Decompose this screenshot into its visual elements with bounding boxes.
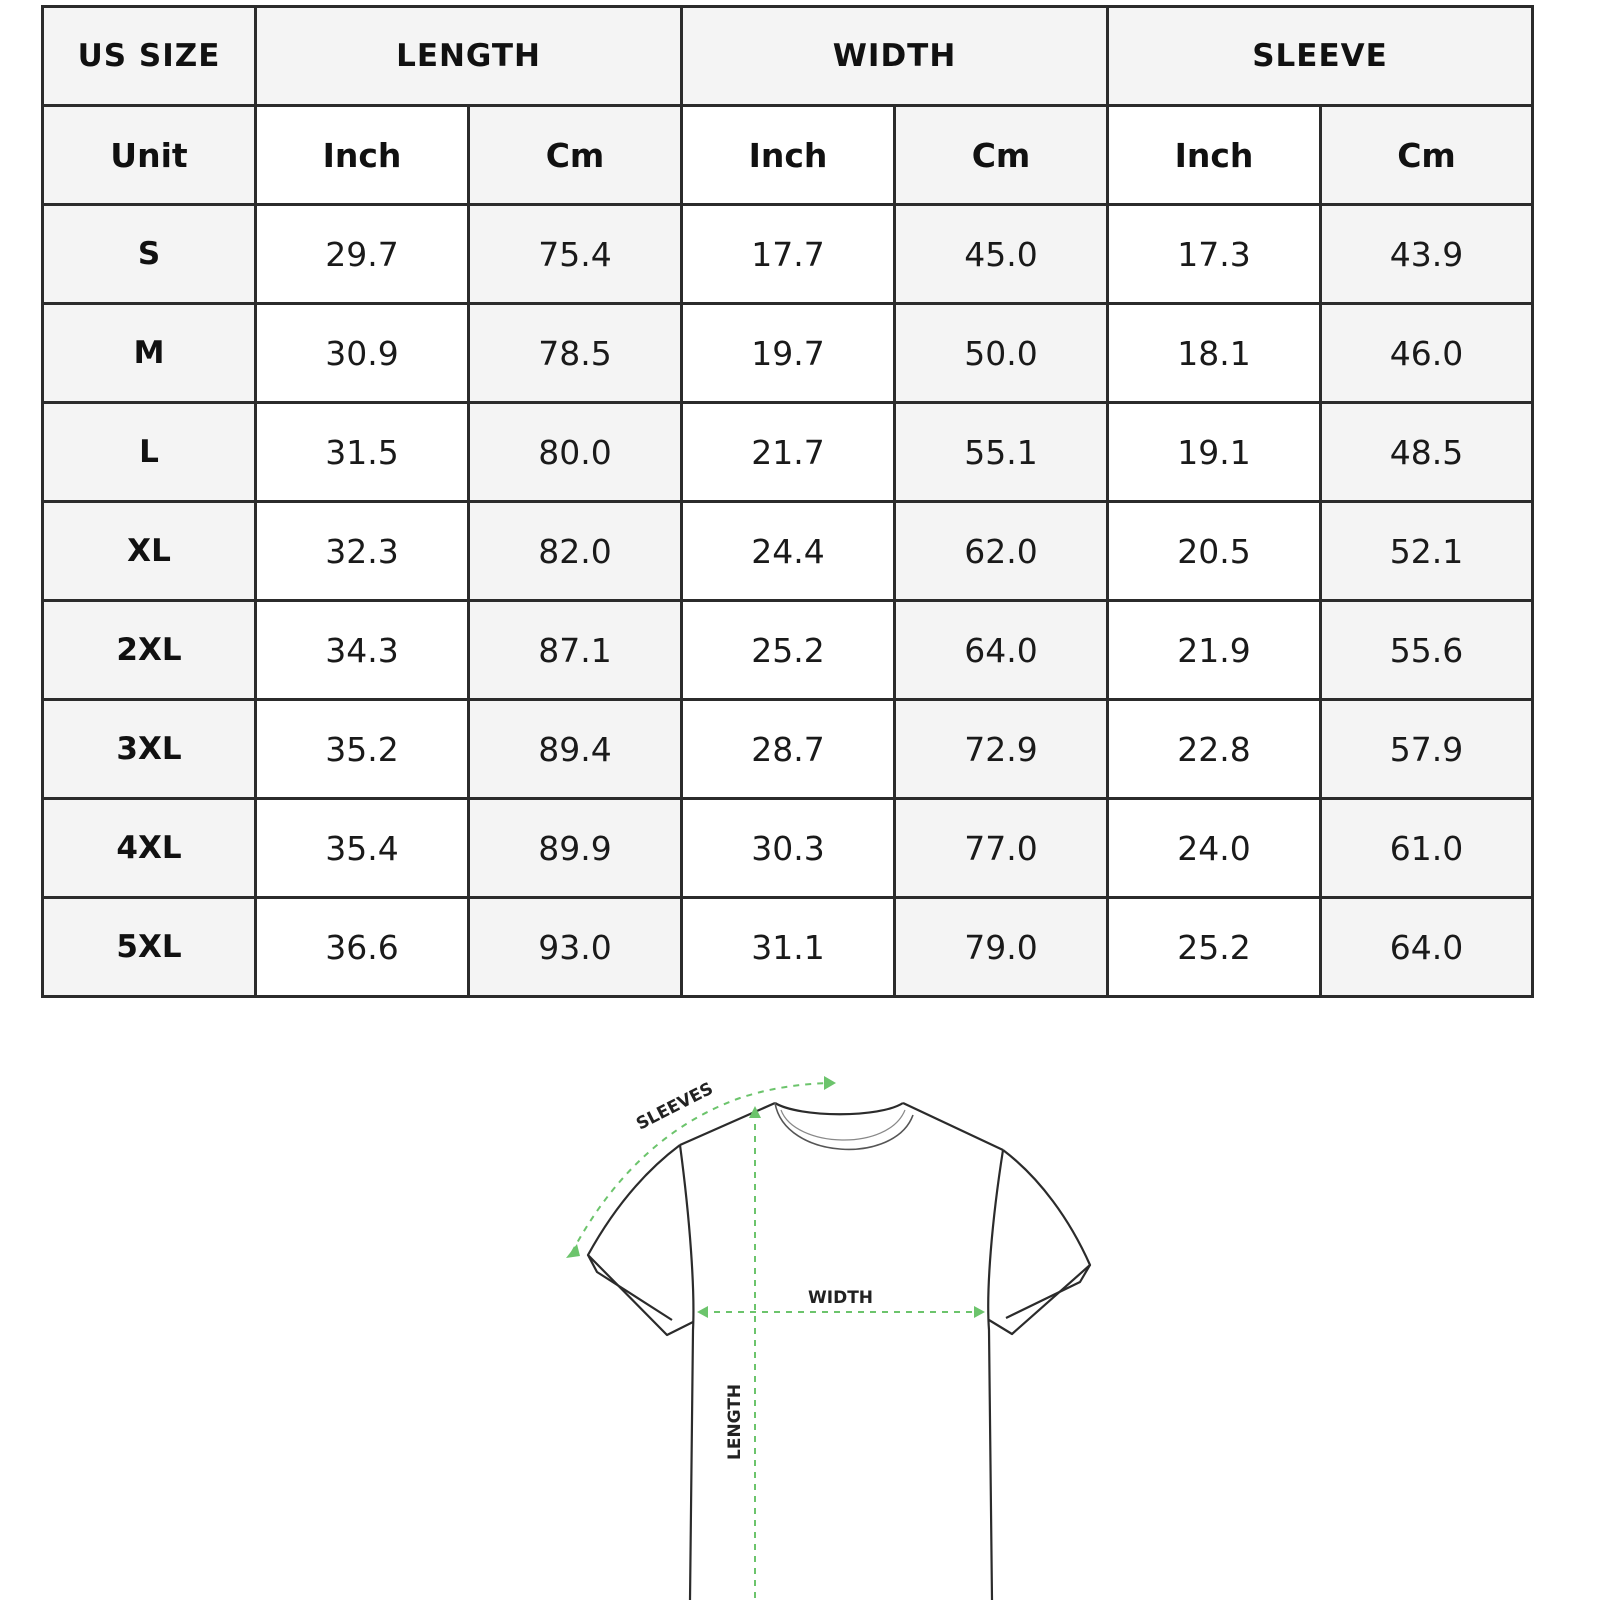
value-cell-length-cm: 80.0 bbox=[469, 403, 682, 502]
value-cell-length-inch: 30.9 bbox=[256, 304, 469, 403]
value-cell-sleeve-inch: 18.1 bbox=[1108, 304, 1321, 403]
value-cell-width-cm: 62.0 bbox=[895, 502, 1108, 601]
unit-row bbox=[43, 106, 1533, 205]
value-cell-width-inch: 17.7 bbox=[682, 205, 895, 304]
table-row bbox=[43, 799, 1533, 898]
table-row bbox=[43, 403, 1533, 502]
tshirt-measurement-diagram bbox=[560, 1060, 1120, 1600]
value-cell-length-cm: 78.5 bbox=[469, 304, 682, 403]
header-row bbox=[43, 7, 1533, 106]
value-cell-sleeve-cm: 48.5 bbox=[1321, 403, 1533, 502]
value-cell-length-inch: 32.3 bbox=[256, 502, 469, 601]
value-cell-length-inch: 35.4 bbox=[256, 799, 469, 898]
length-header: LENGTH bbox=[256, 7, 682, 106]
width-header: WIDTH bbox=[682, 7, 1108, 106]
value-cell-width-inch: 25.2 bbox=[682, 601, 895, 700]
value-cell-length-inch: 36.6 bbox=[256, 898, 469, 997]
value-cell-sleeve-inch: 22.8 bbox=[1108, 700, 1321, 799]
value-cell-width-inch: 19.7 bbox=[682, 304, 895, 403]
value-cell-sleeve-cm: 61.0 bbox=[1321, 799, 1533, 898]
measurement-arrows bbox=[572, 1083, 980, 1600]
value-cell-width-inch: 28.7 bbox=[682, 700, 895, 799]
size-cell: 3XL bbox=[43, 700, 256, 799]
sleeve-arrow-head-right bbox=[824, 1076, 836, 1090]
value-cell-length-inch: 29.7 bbox=[256, 205, 469, 304]
size-cell: M bbox=[43, 304, 256, 403]
unit-length-cm: Cm bbox=[469, 106, 682, 205]
width-arrow-head-left bbox=[697, 1306, 708, 1318]
value-cell-length-cm: 93.0 bbox=[469, 898, 682, 997]
value-cell-width-inch: 30.3 bbox=[682, 799, 895, 898]
tshirt-outline bbox=[588, 1103, 1090, 1600]
value-cell-length-cm: 89.9 bbox=[469, 799, 682, 898]
table-row bbox=[43, 601, 1533, 700]
value-cell-sleeve-cm: 64.0 bbox=[1321, 898, 1533, 997]
value-cell-width-cm: 45.0 bbox=[895, 205, 1108, 304]
table-row bbox=[43, 898, 1533, 997]
value-cell-width-cm: 64.0 bbox=[895, 601, 1108, 700]
size-cell: 5XL bbox=[43, 898, 256, 997]
value-cell-sleeve-inch: 17.3 bbox=[1108, 205, 1321, 304]
value-cell-length-cm: 82.0 bbox=[469, 502, 682, 601]
value-cell-width-cm: 77.0 bbox=[895, 799, 1108, 898]
value-cell-length-cm: 89.4 bbox=[469, 700, 682, 799]
width-arrow-head-right bbox=[974, 1306, 985, 1318]
unit-length-inch: Inch bbox=[256, 106, 469, 205]
value-cell-width-cm: 55.1 bbox=[895, 403, 1108, 502]
size-cell: 4XL bbox=[43, 799, 256, 898]
table-row bbox=[43, 502, 1533, 601]
unit-width-cm: Cm bbox=[895, 106, 1108, 205]
value-cell-sleeve-inch: 24.0 bbox=[1108, 799, 1321, 898]
value-cell-length-cm: 75.4 bbox=[469, 205, 682, 304]
length-label: LENGTH bbox=[725, 1383, 745, 1460]
table-row bbox=[43, 304, 1533, 403]
table-row bbox=[43, 700, 1533, 799]
sleeve-arrow-head-left bbox=[566, 1244, 580, 1258]
value-cell-length-inch: 31.5 bbox=[256, 403, 469, 502]
value-cell-sleeve-inch: 21.9 bbox=[1108, 601, 1321, 700]
value-cell-length-inch: 35.2 bbox=[256, 700, 469, 799]
value-cell-sleeve-cm: 55.6 bbox=[1321, 601, 1533, 700]
size-cell: L bbox=[43, 403, 256, 502]
sleeves-label: SLEEVES bbox=[633, 1078, 717, 1135]
value-cell-length-inch: 34.3 bbox=[256, 601, 469, 700]
value-cell-width-inch: 24.4 bbox=[682, 502, 895, 601]
value-cell-width-cm: 72.9 bbox=[895, 700, 1108, 799]
value-cell-width-cm: 50.0 bbox=[895, 304, 1108, 403]
value-cell-sleeve-inch: 25.2 bbox=[1108, 898, 1321, 997]
size-chart-table bbox=[41, 5, 1534, 998]
table-row bbox=[43, 205, 1533, 304]
sleeve-header: SLEEVE bbox=[1108, 7, 1533, 106]
value-cell-length-cm: 87.1 bbox=[469, 601, 682, 700]
value-cell-width-cm: 79.0 bbox=[895, 898, 1108, 997]
unit-label: Unit bbox=[43, 106, 256, 205]
size-cell: 2XL bbox=[43, 601, 256, 700]
value-cell-sleeve-inch: 19.1 bbox=[1108, 403, 1321, 502]
length-arrow-head-top bbox=[749, 1106, 761, 1118]
value-cell-sleeve-cm: 46.0 bbox=[1321, 304, 1533, 403]
value-cell-width-inch: 21.7 bbox=[682, 403, 895, 502]
us-size-header: US SIZE bbox=[43, 7, 256, 106]
value-cell-width-inch: 31.1 bbox=[682, 898, 895, 997]
width-label: WIDTH bbox=[808, 1288, 874, 1308]
size-cell: XL bbox=[43, 502, 256, 601]
value-cell-sleeve-cm: 52.1 bbox=[1321, 502, 1533, 601]
unit-sleeve-cm: Cm bbox=[1321, 106, 1533, 205]
value-cell-sleeve-inch: 20.5 bbox=[1108, 502, 1321, 601]
size-cell: S bbox=[43, 205, 256, 304]
unit-width-inch: Inch bbox=[682, 106, 895, 205]
value-cell-sleeve-cm: 43.9 bbox=[1321, 205, 1533, 304]
value-cell-sleeve-cm: 57.9 bbox=[1321, 700, 1533, 799]
unit-sleeve-inch: Inch bbox=[1108, 106, 1321, 205]
